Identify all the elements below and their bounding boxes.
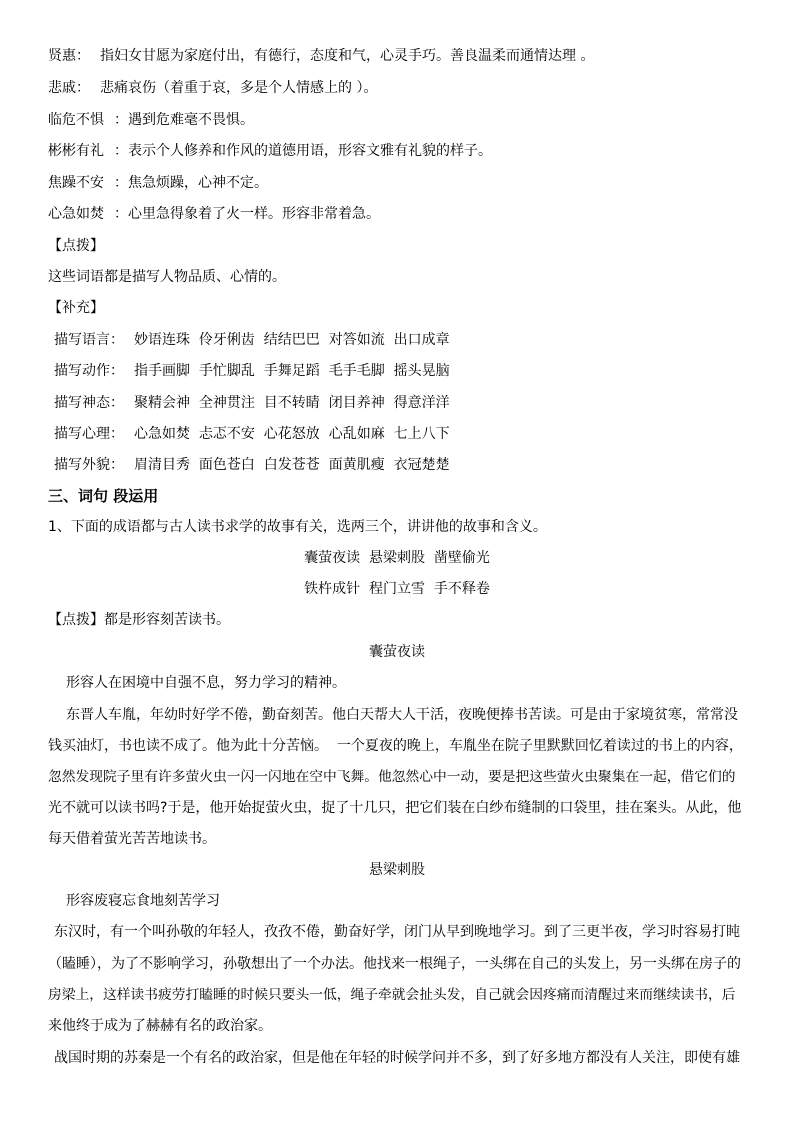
story-line: 光不就可以读书吗?于是，他开始捉萤火虫，捉了十几只，把它们装在白纱布缝制的口袋里，挂在案头。从此，他	[48, 800, 742, 816]
supplement-category: 描写神态：	[54, 395, 124, 411]
term: 彬彬有礼	[48, 143, 104, 159]
supplement-category: 描写语言：	[54, 332, 124, 348]
story-line: 东晋人车胤，年幼时好学不倦，勤奋刻苦。他白天帮大人干活，夜晚便捧书苦读。可是由于家境贫寒，常常没	[66, 707, 738, 723]
term-line-4	[48, 141, 492, 161]
term: 贤惠：	[48, 48, 90, 64]
definition: 悲痛哀伤（着重于哀，多是个人情感上的 ）。	[100, 80, 378, 96]
term: 悲戚：	[48, 80, 90, 96]
story-title: 悬梁刺股	[369, 862, 425, 878]
term: 焦躁不安	[48, 175, 104, 191]
definition: 指妇女甘愿为家庭付出，有德行，态度和气，心灵手巧。善良温柔而通情达理 。	[100, 48, 595, 64]
supplement-row	[54, 361, 450, 381]
supplement-words: 心急如焚 忐忑不安 心花怒放 心乱如麻 七上八下	[134, 426, 450, 442]
story-line: 战国时期的苏秦是一个有名的政治家，但是他在年轻的时候学问并不多，到了好多地方都没有人关注，即使有雄	[54, 1050, 740, 1066]
story-line: 房梁上，这样读书疲劳打瞌睡的时候只要头一低，绳子牵就会扯头发，自己就会因疼痛而清醒过来而继续读书，后	[48, 987, 736, 1003]
supplement-label: 【补充】	[48, 300, 104, 316]
story-meaning: 形容废寝忘食地刻苦学习	[66, 893, 220, 909]
supplement-row	[54, 424, 450, 444]
story-line: 忽然发现院子里有许多萤火虫一闪一闪地在空中飞舞。他忽然心中一动，要是把这些萤火虫聚集在一起，借它们的	[48, 769, 736, 785]
question-1: 1、下面的成语都与古人读书求学的故事有关，选两三个，讲讲他的故事和含义。	[48, 519, 547, 535]
term: 心急如焚	[48, 206, 104, 222]
definition: ：焦急烦躁，心神不定。	[114, 175, 268, 191]
definition: ：遇到危难毫不畏惧。	[114, 112, 254, 128]
story-line: 来他终于成为了赫赫有名的政治家。	[48, 1018, 272, 1034]
supplement-category: 描写外貌：	[54, 457, 124, 473]
tip-2: 【点拨】都是形容刻苦读书。	[48, 612, 230, 628]
term-line-1	[48, 46, 594, 66]
story-title: 囊萤夜读	[369, 644, 425, 660]
idioms-line-1: 囊萤夜读 悬梁刺股 凿壁偷光	[304, 550, 490, 566]
supplement-row	[54, 455, 450, 475]
story-line: （瞌睡），为了不影响学习，孙敬想出了一个办法。他找来一根绳子，一头绑在自己的头发上，另一头绑在房子的	[48, 956, 741, 972]
tip-text: 这些词语都是描写人物品质、心情的。	[48, 269, 286, 285]
story-line: 每天借着萤光苦苦地读书。	[48, 831, 216, 847]
story-line: 东汉时，有一个叫孙敬的年轻人，孜孜不倦，勤奋好学，闭门从早到晚地学习。到了三更半夜，学习时容易打盹	[54, 924, 740, 940]
term-line-6	[48, 204, 380, 224]
supplement-words: 眉清目秀 面色苍白 白发苍苍 面黄肌瘦 衣冠楚楚	[134, 457, 450, 473]
supplement-row	[54, 330, 450, 350]
term-line-5	[48, 173, 268, 193]
supplement-category: 描写动作：	[54, 363, 124, 379]
tip-label: 【点拨】	[48, 238, 104, 254]
supplement-words: 妙语连珠 伶牙俐齿 结结巴巴 对答如流 出口成章	[134, 332, 450, 348]
story-line: 钱买油灯，书也读不成了。他为此十分苦恼。 一个夏夜的晚上，车胤坐在院子里默默回忆着读过的书上的内容，	[48, 738, 743, 754]
definition: ：表示个人修养和作风的道德用语，形容文雅有礼貌的样子。	[114, 143, 492, 159]
supplement-row	[54, 393, 450, 413]
supplement-words: 聚精会神 全神贯注 目不转睛 闭目养神 得意洋洋	[134, 395, 450, 411]
term-line-2	[48, 78, 377, 98]
section-title: 三、词句 段运用	[48, 487, 159, 505]
supplement-category: 描写心理：	[54, 426, 124, 442]
supplement-words: 指手画脚 手忙脚乱 手舞足蹈 毛手毛脚 摇头晃脑	[134, 363, 450, 379]
definition: ：心里急得象着了火一样。形容非常着急。	[114, 206, 380, 222]
story-meaning: 形容人在困境中自强不息，努力学习的精神。	[66, 675, 346, 691]
idioms-line-2: 铁杵成针 程门立雪 手不释卷	[304, 581, 490, 597]
term: 临危不惧	[48, 112, 104, 128]
term-line-3	[48, 110, 254, 130]
